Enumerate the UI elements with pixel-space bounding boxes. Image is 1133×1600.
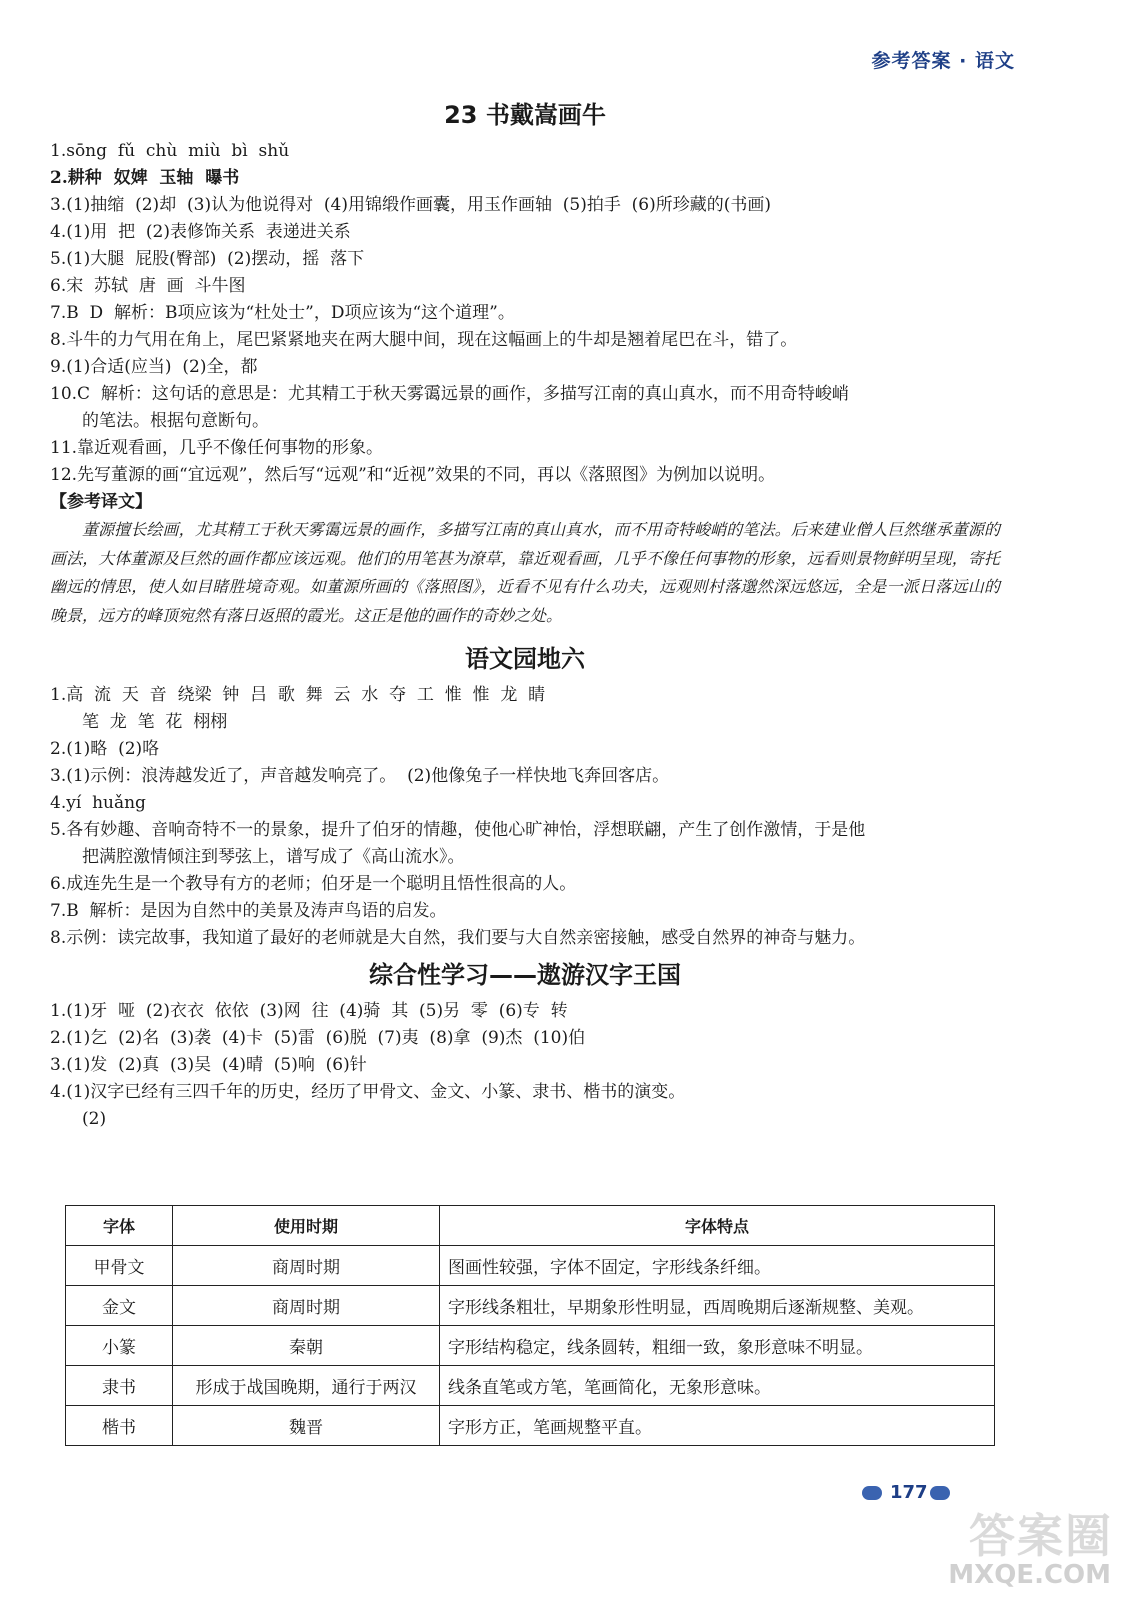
cell-features: 字形线条粗壮，早期象形性明显，西周晚期后逐渐规整、美观。 bbox=[440, 1286, 995, 1326]
table-row bbox=[66, 1246, 995, 1286]
col-header-features: 字体特点 bbox=[440, 1206, 995, 1246]
answer-line: 的笔法。根据句意断句。 bbox=[82, 411, 269, 431]
cell-features: 线条直笔或方笔，笔画简化，无象形意味。 bbox=[440, 1366, 995, 1406]
answer-line: 12.先写董源的画“宜远观”，然后写“远观”和“近视”效果的不同，再以《落照图》为例加以说明。 bbox=[50, 465, 776, 485]
answer-line: 3.(1)抽缩 (2)却 (3)认为他说得对 (4)用锦缎作画囊，用玉作画轴 (5)拍手 (6)所珍藏的(书画) bbox=[50, 195, 772, 215]
table-header-row bbox=[66, 1206, 995, 1246]
translation-text: 董源擅长绘画，尤其精工于秋天雾霭远景的画作，多描写江南的真山真水，而不用奇特峻峭的笔法。后来建业僧人巨然继承董源的画法，大体董源及巨然的画作都应该远观。他们的用笔甚为潦草，靠近观看画，几乎不像任何事物的形象，远看则景物鲜明呈现，寄托幽远的情思，使人如目睹胜境奇观。如董源所画的《落照图》，近看不见有什么功夫，远观则村落邈然深远悠远，全是一派日落远山的晚景，远方的峰顶宛然有落日返照的霞光。这正是他的画作的奇妙之处。 bbox=[50, 520, 1000, 625]
answer-line: 2.耕种 奴婢 玉轴 曝书 bbox=[50, 168, 240, 188]
cell-font: 小篆 bbox=[66, 1326, 173, 1366]
answer-line: 5.(1)大腿 屁股(臀部) (2)摆动，摇 落下 bbox=[50, 249, 365, 269]
answer-line: 2.(1)略 (2)咯 bbox=[50, 739, 160, 759]
answer-line: 2.(1)乞 (2)名 (3)袭 (4)卡 (5)雷 (6)脱 (7)夷 (8)拿 (9)杰 (10)伯 bbox=[50, 1028, 586, 1048]
answer-line: 9.(1)合适(应当) (2)全，都 bbox=[50, 357, 258, 377]
answer-line: 6.宋 苏轼 唐 画 斗牛图 bbox=[50, 276, 246, 296]
answer-line: 4.(1)汉字已经有三四千年的历史，经历了甲骨文、金文、小篆、隶书、楷书的演变。 bbox=[50, 1082, 686, 1102]
cell-period: 魏晋 bbox=[173, 1406, 440, 1446]
answer-line: 7.B D 解析：B项应该为“杜处士”，D项应该为“这个道理”。 bbox=[50, 303, 515, 323]
cell-features: 字形方正，笔画规整平直。 bbox=[440, 1406, 995, 1446]
answer-line: 3.(1)发 (2)真 (3)吴 (4)晴 (5)响 (6)针 bbox=[50, 1055, 367, 1075]
header-tag: 参考答案 · 语文 bbox=[871, 50, 1015, 72]
page-dot-icon bbox=[862, 1486, 882, 1500]
answer-line: 10.C 解析：这句话的意思是：尤其精工于秋天雾霭远景的画作，多描写江南的真山真水，而不用奇特峻峭 bbox=[50, 384, 849, 404]
answer-line: (2) bbox=[82, 1109, 107, 1129]
section-hanzi bbox=[50, 952, 1000, 1133]
answer-line: 5.各有妙趣、音响奇特不一的景象，提升了伯牙的情趣，使他心旷神怡，浮想联翩，产生了创作激情，于是他 bbox=[50, 820, 866, 840]
cell-font: 金文 bbox=[66, 1286, 173, 1326]
section-title: 综合性学习——遨游汉字王国 bbox=[369, 961, 681, 989]
cell-features: 字形结构稳定，线条圆转，粗细一致，象形意味不明显。 bbox=[440, 1326, 995, 1366]
table-row bbox=[66, 1406, 995, 1446]
cell-font: 楷书 bbox=[66, 1406, 173, 1446]
cell-period: 商周时期 bbox=[173, 1246, 440, 1286]
col-header-period: 使用时期 bbox=[173, 1206, 440, 1246]
cell-features: 图画性较强，字体不固定，字形线条纤细。 bbox=[440, 1246, 995, 1286]
table-row bbox=[66, 1366, 995, 1406]
answer-line: 1.高 流 天 音 绕梁 钟 吕 歌 舞 云 水 夺 工 惟 惟 龙 睛 bbox=[50, 685, 546, 705]
cell-period: 商周时期 bbox=[173, 1286, 440, 1326]
cell-period: 秦朝 bbox=[173, 1326, 440, 1366]
answer-line: 8.示例：读完故事，我知道了最好的老师就是大自然，我们要与大自然亲密接触，感受自然界的神奇与魅力。 bbox=[50, 928, 866, 948]
answer-line: 3.(1)示例：浪涛越发近了，声音越发响亮了。 (2)他像兔子一样快地飞奔回客店。 bbox=[50, 766, 670, 786]
section-yuwen-yuandi bbox=[50, 636, 1000, 952]
answer-line: 1.(1)牙 哑 (2)衣衣 依依 (3)网 往 (4)骑 其 (5)另 零 (6)专 转 bbox=[50, 1001, 568, 1021]
answer-line: 6.成连先生是一个教导有方的老师；伯牙是一个聪明且悟性很高的人。 bbox=[50, 874, 577, 894]
table-row bbox=[66, 1286, 995, 1326]
answer-line: 把满腔激情倾注到琴弦上，谱写成了《高山流水》。 bbox=[82, 847, 465, 867]
answer-line: 11.靠近观看画，几乎不像任何事物的形象。 bbox=[50, 438, 384, 458]
col-header-font: 字体 bbox=[66, 1206, 173, 1246]
section-23 bbox=[50, 92, 1000, 630]
answer-line: 8.斗牛的力气用在角上，尾巴紧紧地夹在两大腿中间，现在这幅画上的牛却是翘着尾巴在斗，错了。 bbox=[50, 330, 798, 350]
answer-line: 笔 龙 笔 花 栩栩 bbox=[82, 712, 228, 732]
font-evolution-table bbox=[65, 1205, 995, 1446]
watermark-url: MXQE.COM bbox=[948, 1560, 1111, 1590]
section-title: 语文园地六 bbox=[465, 645, 585, 673]
answer-line: 7.B 解析：是因为自然中的美景及涛声鸟语的启发。 bbox=[50, 901, 447, 921]
cell-font: 隶书 bbox=[66, 1366, 173, 1406]
page-dot-icon bbox=[930, 1486, 950, 1500]
translation-heading: 【参考译文】 bbox=[50, 492, 152, 512]
watermark-logo: 答案圈 bbox=[969, 1509, 1113, 1563]
answer-content bbox=[50, 92, 1000, 1133]
answer-line: 1.sōng fǔ chù miù bì shǔ bbox=[50, 141, 290, 161]
table-row bbox=[66, 1326, 995, 1366]
section-title: 23 书戴嵩画牛 bbox=[444, 101, 606, 129]
answer-line: 4.(1)用 把 (2)表修饰关系 表递进关系 bbox=[50, 222, 351, 242]
page-number: 177 bbox=[890, 1482, 928, 1503]
cell-font: 甲骨文 bbox=[66, 1246, 173, 1286]
cell-period: 形成于战国晚期，通行于两汉 bbox=[173, 1366, 440, 1406]
answer-line: 4.yí huǎng bbox=[50, 793, 146, 813]
